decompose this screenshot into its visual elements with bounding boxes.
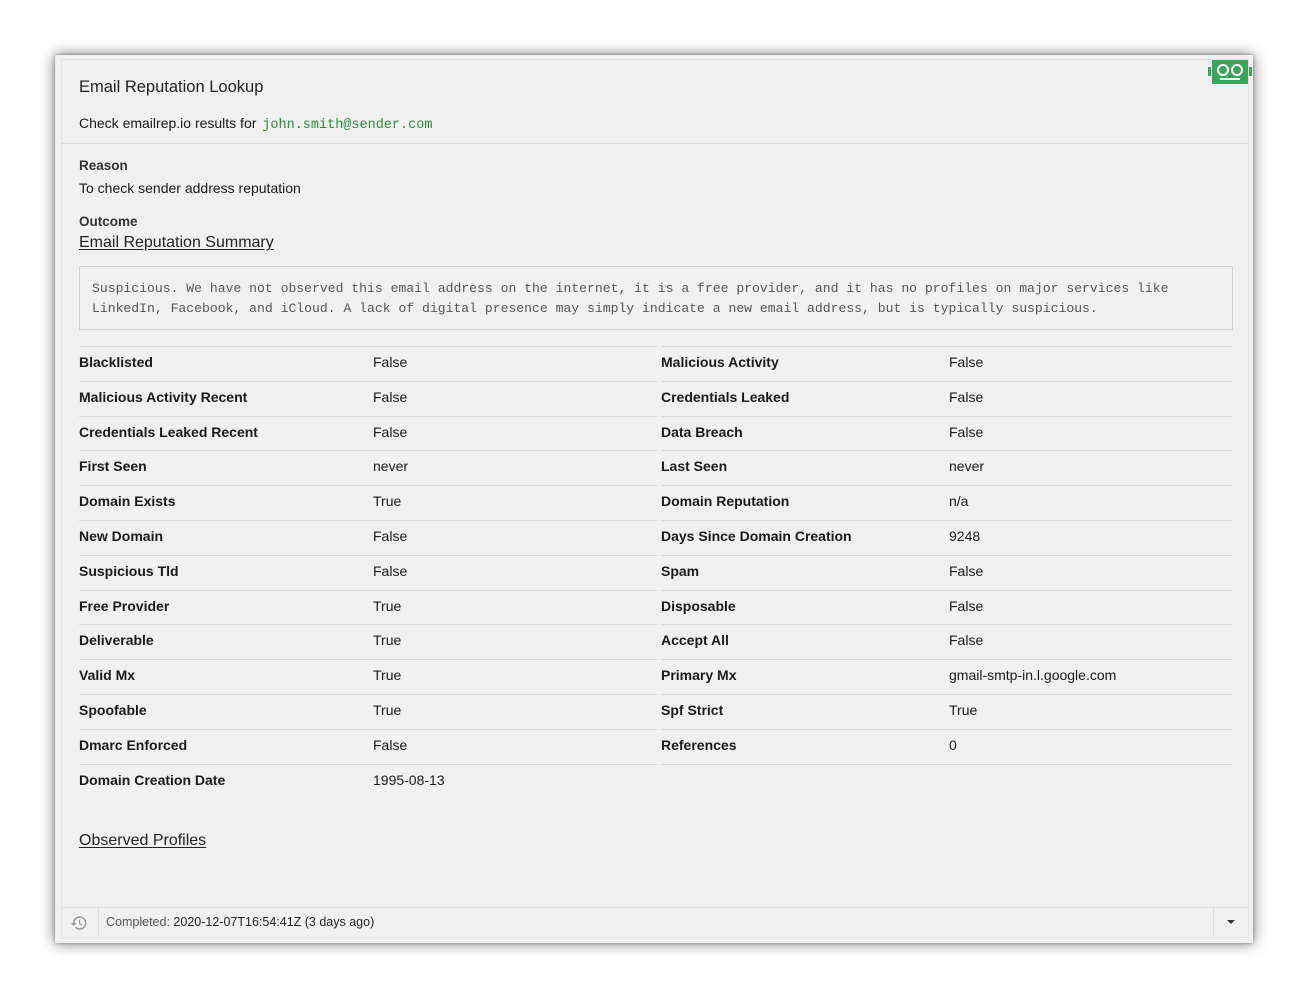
header-divider bbox=[62, 143, 1248, 144]
detail-key: New Domain bbox=[79, 528, 164, 544]
completed-label: Completed: bbox=[106, 915, 170, 929]
detail-key: Malicious Activity Recent bbox=[79, 388, 248, 405]
row-divider bbox=[661, 659, 1232, 660]
detail-value: True bbox=[949, 702, 978, 718]
detail-key: Dmarc Enforced bbox=[79, 736, 188, 753]
detail-key: Days Since Domain Creation bbox=[661, 528, 852, 544]
completed-timestamp: 2020-12-07T16:54:41Z (3 days ago) bbox=[173, 915, 375, 929]
detail-key: First Seen bbox=[79, 458, 147, 475]
caret-down-icon[interactable] bbox=[1224, 915, 1238, 929]
completion-status bbox=[106, 908, 374, 937]
row-divider bbox=[661, 590, 1232, 591]
detail-row bbox=[79, 450, 1232, 485]
detail-value: True bbox=[373, 702, 402, 718]
detail-value: 0 bbox=[949, 736, 957, 753]
detail-value: False bbox=[949, 632, 984, 649]
detail-row bbox=[79, 555, 1232, 590]
row-divider bbox=[79, 346, 657, 347]
detail-value: n/a bbox=[949, 493, 969, 510]
detail-row bbox=[79, 729, 1232, 764]
history-icon[interactable] bbox=[70, 914, 88, 932]
detail-key: Blacklisted bbox=[79, 354, 153, 370]
detail-key: Accept All bbox=[661, 632, 729, 649]
detail-value: True bbox=[373, 493, 402, 510]
summary-text-box: Suspicious. We have not observed this email address on the internet, it is a free provider, and it has no profiles on major services like LinkedIn, Facebook, and iCloud. A lack of digital presence may simply indicate a new email address, but is typically suspicious. bbox=[79, 266, 1233, 330]
detail-key: Domain Exists bbox=[79, 493, 176, 510]
detail-row bbox=[79, 764, 1232, 799]
row-divider bbox=[661, 346, 1232, 347]
detail-value: False bbox=[949, 597, 984, 614]
detail-value: False bbox=[949, 562, 984, 579]
detail-key: Free Provider bbox=[79, 597, 170, 614]
detail-value: False bbox=[373, 354, 408, 370]
detail-key: Domain Reputation bbox=[661, 493, 790, 510]
detail-row bbox=[79, 485, 1232, 520]
detail-value: True bbox=[373, 667, 402, 684]
detail-key: Spf Strict bbox=[661, 702, 724, 718]
row-divider bbox=[661, 381, 1232, 382]
row-divider bbox=[79, 450, 657, 451]
row-divider bbox=[661, 416, 1232, 417]
subtitle-prefix: Check emailrep.io results for bbox=[79, 115, 257, 131]
reason-label: Reason bbox=[79, 158, 128, 173]
detail-value: 9248 bbox=[949, 528, 981, 544]
row-divider bbox=[661, 694, 1232, 695]
row-divider bbox=[79, 764, 657, 765]
row-divider bbox=[79, 590, 657, 591]
detail-key: Data Breach bbox=[661, 423, 743, 440]
detail-row bbox=[79, 381, 1232, 416]
detail-key: Spam bbox=[661, 562, 700, 579]
robot-icon bbox=[1208, 60, 1252, 84]
detail-value: False bbox=[373, 736, 408, 753]
detail-value: False bbox=[373, 423, 408, 440]
detail-key: Credentials Leaked bbox=[661, 388, 790, 405]
detail-value: 1995-08-13 bbox=[373, 771, 445, 788]
detail-key: Suspicious Tld bbox=[79, 562, 179, 579]
detail-row bbox=[79, 694, 1232, 729]
detail-value: False bbox=[949, 354, 984, 370]
detail-key: Valid Mx bbox=[79, 667, 136, 684]
reason-text: To check sender address reputation bbox=[79, 180, 301, 196]
row-divider bbox=[661, 520, 1232, 521]
detail-key: Disposable bbox=[661, 597, 736, 614]
row-divider bbox=[79, 520, 657, 521]
row-divider bbox=[79, 485, 657, 486]
card-body bbox=[61, 59, 1249, 938]
card-subtitle bbox=[79, 115, 432, 133]
detail-value: True bbox=[373, 597, 402, 614]
row-divider bbox=[661, 485, 1232, 486]
detail-key: Domain Creation Date bbox=[79, 771, 226, 788]
detail-value: True bbox=[373, 632, 402, 649]
footer-separator bbox=[98, 908, 99, 937]
card-title: Email Reputation Lookup bbox=[79, 78, 264, 96]
row-divider bbox=[661, 729, 1232, 730]
detail-row bbox=[79, 520, 1232, 555]
detail-value: False bbox=[373, 528, 408, 544]
outcome-label: Outcome bbox=[79, 214, 138, 229]
detail-row bbox=[79, 416, 1232, 451]
playbook-task-card bbox=[55, 55, 1253, 943]
row-divider bbox=[661, 450, 1232, 451]
detail-value: never bbox=[949, 458, 985, 475]
email-address: john.smith@sender.com bbox=[262, 118, 433, 133]
row-divider bbox=[79, 416, 657, 417]
summary-heading[interactable]: Email Reputation Summary bbox=[79, 234, 274, 251]
row-divider bbox=[79, 381, 657, 382]
row-divider bbox=[79, 659, 657, 660]
detail-value: gmail-smtp-in.l.google.com bbox=[949, 667, 1117, 684]
detail-row bbox=[79, 624, 1232, 659]
detail-value: False bbox=[949, 388, 984, 405]
observed-profiles-link[interactable]: Observed Profiles bbox=[79, 832, 207, 849]
row-divider bbox=[661, 555, 1232, 556]
detail-value: never bbox=[373, 458, 409, 475]
detail-key: References bbox=[661, 736, 737, 753]
row-divider bbox=[661, 624, 1232, 625]
detail-key: Malicious Activity bbox=[661, 354, 779, 370]
row-divider bbox=[79, 694, 657, 695]
detail-row bbox=[79, 590, 1232, 625]
detail-value: False bbox=[373, 388, 408, 405]
detail-row bbox=[79, 659, 1232, 694]
footer-separator-right bbox=[1213, 908, 1214, 937]
detail-key: Primary Mx bbox=[661, 667, 737, 684]
row-divider bbox=[661, 764, 1232, 765]
row-divider bbox=[79, 624, 657, 625]
detail-key: Credentials Leaked Recent bbox=[79, 423, 258, 440]
card-header bbox=[79, 78, 1228, 133]
row-divider bbox=[79, 729, 657, 730]
detail-value: False bbox=[949, 423, 984, 440]
detail-row bbox=[79, 346, 1232, 381]
detail-key: Deliverable bbox=[79, 632, 154, 649]
detail-key: Spoofable bbox=[79, 702, 147, 718]
status-footer bbox=[62, 907, 1248, 937]
detail-key: Last Seen bbox=[661, 458, 728, 475]
detail-value: False bbox=[373, 562, 408, 579]
row-divider bbox=[79, 555, 657, 556]
